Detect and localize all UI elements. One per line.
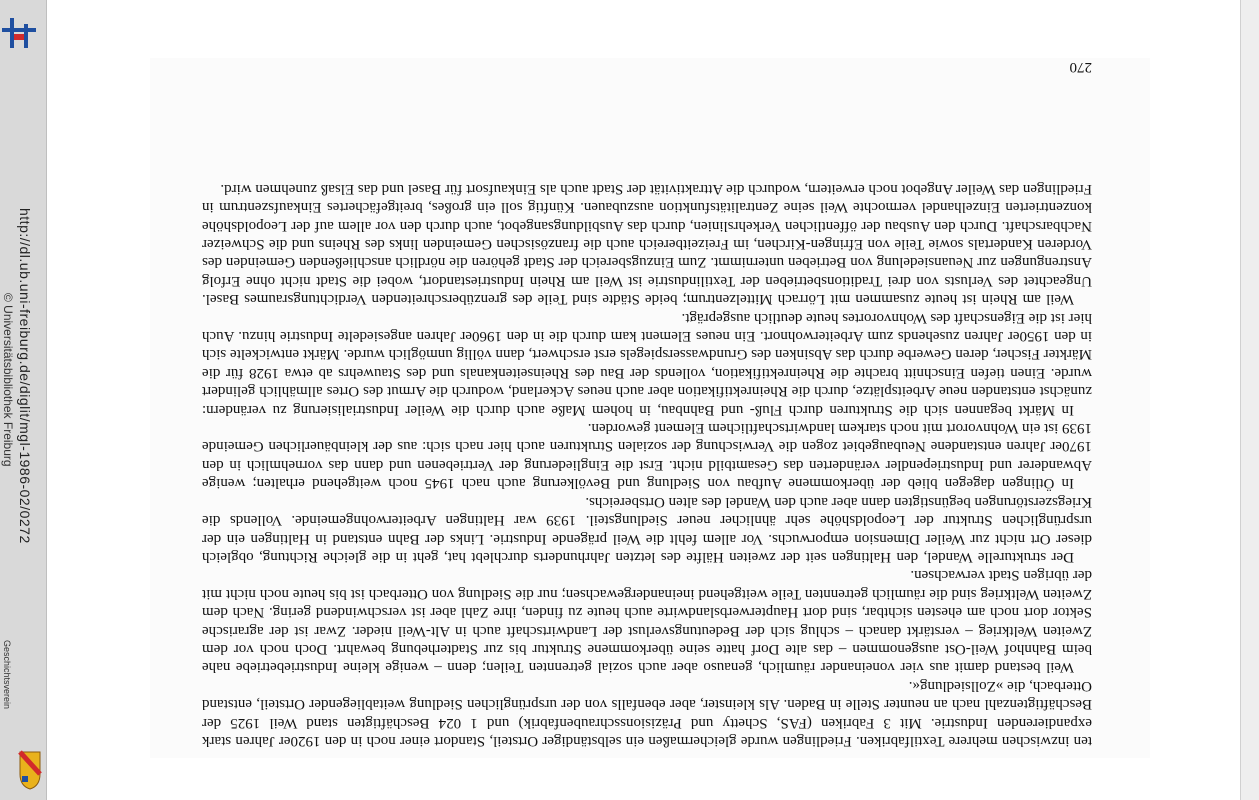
scanned-page-container bbox=[150, 58, 1150, 758]
paragraph-3: Der strukturelle Wandel, den Haltingen seit der zweiten Hälfte des letzten Jahrhunderts durchlebt hat, geht in die gleiche Richtung, obgleich dieser Ort nicht zur Weiler Dimension emporwuchs. Vor allem fehlt die Weil prägende Industrie. Links der Bahn entstand in Haltingen ein der ursprünglichen Struktur der Leopoldshöhe sehr ähnlicher neuer Siedlungsteil. 1939 war Haltingen Arbeiterwohngemeinde. Vollends die Kriegszerstörungen begünstigten dann aber auch den Wandel des alten Ortsbereichs. bbox=[202, 493, 1092, 565]
paragraph-2: Weil bestand damit aus vier voneinander räumlich, genauso aber auch sozial getrennten Teilen; denn – wenige kleine Industriebetriebe nahe beim Bahnhof Weil-Ost ausgenommen – das alte Dorf hatte seine überkommene Struktur bis zur Stadterhebung bewahrt. Doch noch vor dem Zweiten Weltkrieg – verstärkt danach – schlug sich der Bedeutungsverlust der Landwirtschaft auch in Alt-Weil nieder. Zwar ist der agrarische Sektor dort noch am ehesten sichtbar, sind dort Haupterwerbslandwirte auch heute zu finden, ihre Zahl aber ist verschwindend gering. Nach dem Zweiten Weltkrieg sind die räumlich getrennten Teile weitgehend ineinandergewachsen; nur die Siedlung von Otterbach ist bis heute noch nicht mit der übrigen Stadt verwachsen. bbox=[202, 567, 1092, 676]
society-name bbox=[0, 640, 12, 720]
source-url[interactable]: http://dl.ub.uni-freiburg.de/diglit/mgl-1986-02/0272 bbox=[17, 208, 33, 544]
page-body-text bbox=[202, 74, 1092, 750]
copyright-notice: © Universitätsbibliothek Freiburg bbox=[1, 293, 15, 467]
scanned-page bbox=[150, 58, 1150, 758]
paragraph-1: ten inzwischen mehrere Textilfabriken. Friedlingen wurde gleichermaßen ein selbständiger Ortsteil, Standort einer noch in den 1920er Jahren stark expandierenden Industrie. Mit 3 Fabriken (FAS, Schetty und Präzisionsschraubenfabrik) und 1 024 Beschäftigten stand Weil 1925 der Beschäftigtenzahl nach an neunter Stelle in Baden. Als kleinster, aber ebenfalls von der ursprünglichen Siedlung weitabliegender Ortsteil, entstand Otterbach, die »Zollsiedlung«. bbox=[202, 677, 1092, 749]
paragraph-5: In Märkt begannen sich die Strukturen durch Fluß- und Bahnbau, in hohem Maße auch durch die Weiler Industrialisierung zu verändern: zunächst entstanden neue Arbeitsplätze, durch die Rheinrektifikation aber auch neues Ackerland, wodurch die Armut des Ortes allmählich gelindert wurde. Einen tiefen Einschnitt brachte die Rheinrektifikation, vollends der Bau des Rheinseitenkanals und des Stauwehrs ab etwa 1928 für die Märkter Fischer, deren Gewerbe durch das Absinken des Grundwasserspiegels erst erschwert, dann völlig unmöglich wurde. Märkt entwickelte sich in den 1950er Jahren zusehends zum Arbeiterwohnort. Ein neues Element kam durch die in den 1960er Jahren angesiedelte Industrie hinzu. Auch hier ist die Eigenschaft des Wohnvorortes heute deutlich ausgeprägt. bbox=[202, 309, 1092, 418]
page-number: 270 bbox=[1069, 59, 1092, 75]
paragraph-4: In Ötlingen dagegen blieb der überkommene Aufbau von Siedlung und Bevölkerung auch nach 1945 noch weitgehend erhalten; wenige Abwanderer und Industriependler veränderten das Gesamtbild nicht. Erst die Eingliederung der Vertriebenen und dann das vornehmlich in den 1970er Jahren entstandene Neubaugebiet zogen die Verwischung der sozialen Strukturen auch hier nach sich: aus der kleinbäuerlichen Gemeinde 1939 ist ein Wohnvorort mit noch starkem landwirtschaftlichem Element geworden. bbox=[202, 420, 1092, 492]
society-name-line2 bbox=[0, 640, 1, 720]
university-logo-icon bbox=[2, 14, 36, 52]
viewer-right-margin bbox=[1240, 0, 1259, 800]
society-crest-icon bbox=[18, 750, 42, 790]
paragraph-6: Weil am Rhein ist heute zusammen mit Lörrach Mittelzentrum; beide Städte sind Teile des grenzüberschreitenden Verdichtungsraumes Basel. Ungeachtet des Verlusts von drei Traditionsbetrieben der Textilindustrie ist Weil am Rhein Industriestandort, wobei die Stadt nicht ohne Erfolg Anstrengungen zur Neuansiedelung von Betrieben unternimmt. Zum Einzugsbereich der Stadt gehören die nördlich anschließenden Gemeinden des Vorderen Kandertals sowie Teile von Efringen-Kirchen, im Freizeitbereich auch die französischen Gemeinden links des Rheins und die Schweizer Nachbarschaft. Durch den Ausbau der öffentlichen Verkehrslinien, durch das Ausbildungsangebot, auch durch den vor allem auf der Leopoldshöhe konzentrierten Einzelhandel vermochte Weil seine Zentralitätsfunktion auszubauen. Künftig soll ein großes, breitgefächertes Einkaufszentrum in Friedlingen das Weiler Angebot noch erweitern, wodurch die Attraktivität der Stadt auch als Einkaufsort für Basel und das Elsaß zunehmen wird. bbox=[202, 180, 1092, 308]
society-name-line1: Geschichtsverein bbox=[2, 640, 12, 710]
